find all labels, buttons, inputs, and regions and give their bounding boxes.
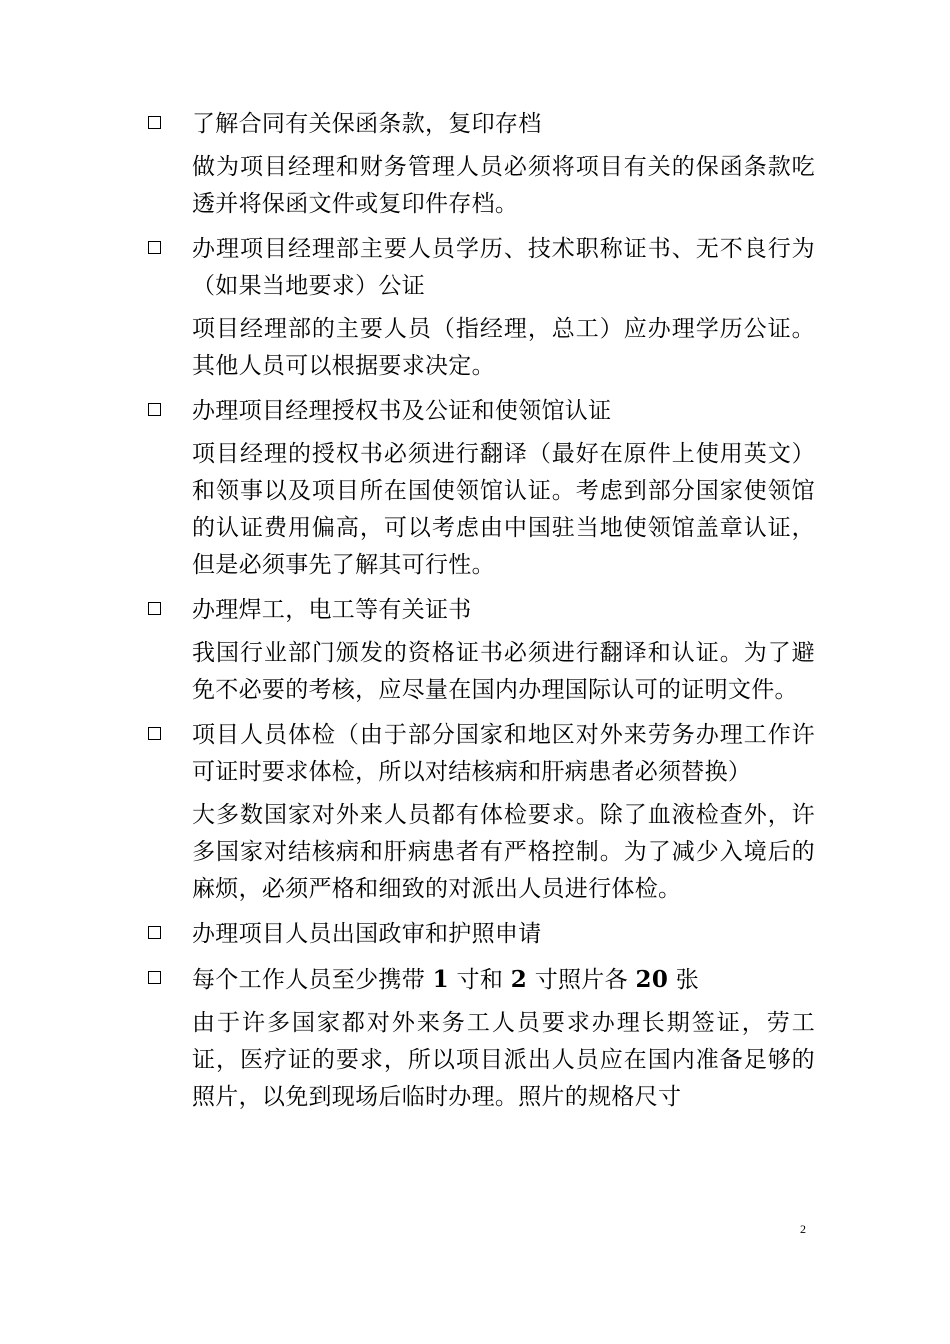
- title-text: 张: [668, 967, 700, 993]
- photo-count: 20: [635, 966, 669, 993]
- checklist-item: [145, 916, 815, 953]
- item-description: 做为项目经理和财务管理人员必须将项目有关的保函条款吃透并将保函文件或复印件存档。: [192, 154, 815, 217]
- page-number: 2: [800, 1222, 806, 1236]
- title-text: 每个工作人员至少携带: [192, 967, 433, 993]
- item-title: 办理焊工，电工等有关证书: [192, 597, 472, 623]
- item-title: 了解合同有关保函条款，复印存档: [192, 111, 542, 137]
- item-title: 办理项目人员出国政审和护照申请: [192, 921, 542, 947]
- photo-size-1: 1: [432, 966, 449, 993]
- item-title: [192, 961, 815, 999]
- item-description: 我国行业部门颁发的资格证书必须进行翻译和认证。为了避免不必要的考核，应尽量在国内办理国际认可的证明文件。: [192, 640, 815, 703]
- checkbox-icon[interactable]: [148, 116, 161, 129]
- checkbox-icon[interactable]: [148, 926, 161, 939]
- item-description: 项目经理的授权书必须进行翻译（最好在原件上使用英文）和领事以及项目所在国使领馆认证。考虑到部分国家使领馆的认证费用偏高，可以考虑由中国驻当地使领馆盖章认证，但是必须事先了解其可行性。: [192, 441, 815, 578]
- item-title: 办理项目经理部主要人员学历、技术职称证书、无不良行为（如果当地要求）公证: [192, 236, 815, 299]
- item-title: 项目人员体检（由于部分国家和地区对外来劳务办理工作许可证时要求体检，所以对结核病和肝病患者必须替换）: [192, 722, 815, 785]
- checkbox-icon[interactable]: [148, 971, 161, 984]
- item-description: 由于许多国家都对外来务工人员要求办理长期签证，劳工证，医疗证的要求，所以项目派出人员应在国内准备足够的照片，以免到现场后临时办理。照片的规格尺寸: [192, 1010, 815, 1110]
- checklist-item: [145, 393, 815, 584]
- title-text: 寸照片各: [527, 967, 636, 993]
- checklist-item: [145, 961, 815, 1116]
- checklist-item: [145, 592, 815, 709]
- checkbox-icon[interactable]: [148, 241, 161, 254]
- checklist-item: [145, 106, 815, 223]
- checkbox-icon[interactable]: [148, 602, 161, 615]
- item-description: 项目经理部的主要人员（指经理，总工）应办理学历公证。其他人员可以根据要求决定。: [192, 316, 815, 379]
- item-description: 大多数国家对外来人员都有体检要求。除了血液检查外，许多国家对结核病和肝病患者有严格控制。为了减少入境后的麻烦，必须严格和细致的对派出人员进行体检。: [192, 802, 815, 902]
- checklist-item: [145, 231, 815, 385]
- checkbox-icon[interactable]: [148, 727, 161, 740]
- item-title: 办理项目经理授权书及公证和使领馆认证: [192, 398, 612, 424]
- photo-size-2: 2: [510, 966, 528, 993]
- title-text: 寸和: [448, 967, 511, 993]
- checklist-item: [145, 717, 815, 908]
- checklist: [145, 106, 815, 1124]
- checkbox-icon[interactable]: [148, 403, 161, 416]
